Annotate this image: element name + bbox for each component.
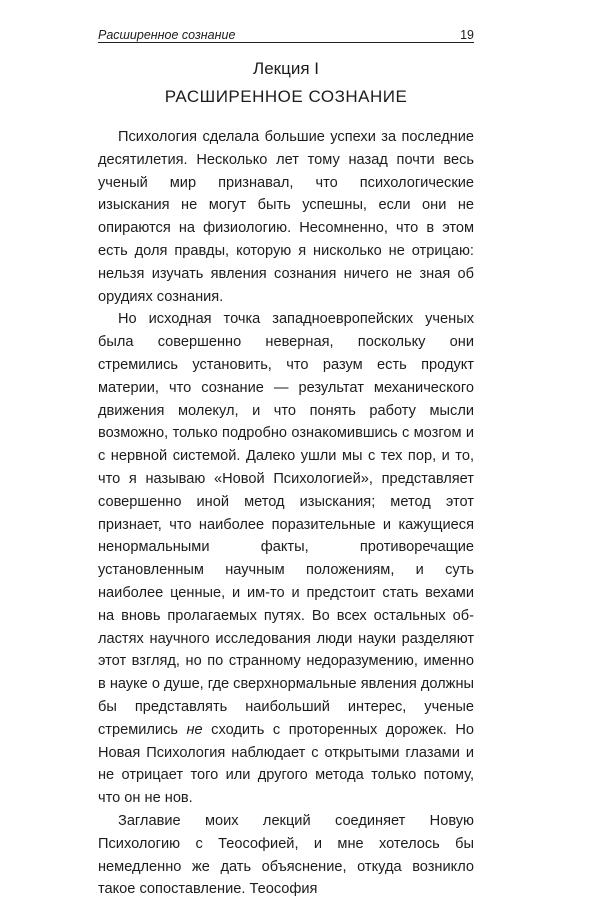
- paragraph-text: Заглавие моих лекций соединяет Новую Психологию с Теософией, и мне хотелось бы немедленно же дать объяснение, откуда возникло такое сопоставление. Теософия: [98, 812, 474, 898]
- page-number: 19: [460, 28, 474, 42]
- chapter-heading: [98, 58, 474, 109]
- paragraph: [98, 308, 474, 810]
- header-rule: [98, 42, 474, 43]
- paragraph-text: сходить с проторенных дорожек. Но Новая Психология наблюдает с открытыми глазами и не отрицает того или другого метода только потому, что он не нов.: [98, 721, 474, 807]
- paragraph-text: Но исходная точка западноевропейских ученых была совершенно неверная, поскольку они стремились установить, что разум есть продукт материи, что сознание — результат механического движения молекул, и что понять работу мысли возможно, только подробно ознакомившись с мозгом и с нервной системой. Далеко ушли мы с тех пор, и то, что я называю «Новой Психологией», представляет совершенно иной метод изыскания; метод этот признает, что наиболее поразительные и кажущиеся ненормальными факты, противоречащие установленным научным положениям, и суть наиболее ценные, и им-то и предстоит стать вехами на вновь пролагаемых путях. Во всех остальных областях научного исследования люди науки разделяют этот взгляд, но по странному недоразумению, именно в науке о душе, где сверхнормальные явления должны бы представлять наибольший интерес, ученые стремились: [98, 311, 474, 738]
- lecture-title: РАСШИРЕННОЕ СОЗНАНИЕ: [164, 87, 408, 106]
- body-text: [98, 126, 474, 901]
- emphasis-text: не: [186, 721, 203, 738]
- paragraph: [98, 126, 474, 308]
- lecture-label: Лекция I: [253, 59, 319, 78]
- running-title: Расширенное сознание: [98, 28, 236, 42]
- running-header: [98, 22, 474, 42]
- paragraph-text: Психология сделала большие успехи за последние десятилетия. Несколько лет тому назад почти весь ученый мир признавал, что психологические изыскания не могут быть успешны, если они не опираются на физиологию. Несомненно, что в этом есть доля правды, которую я нисколько не отрицаю: нельзя изучать явления сознания ничего не зная об орудиях сознания.: [98, 129, 474, 305]
- paragraph: [98, 810, 474, 901]
